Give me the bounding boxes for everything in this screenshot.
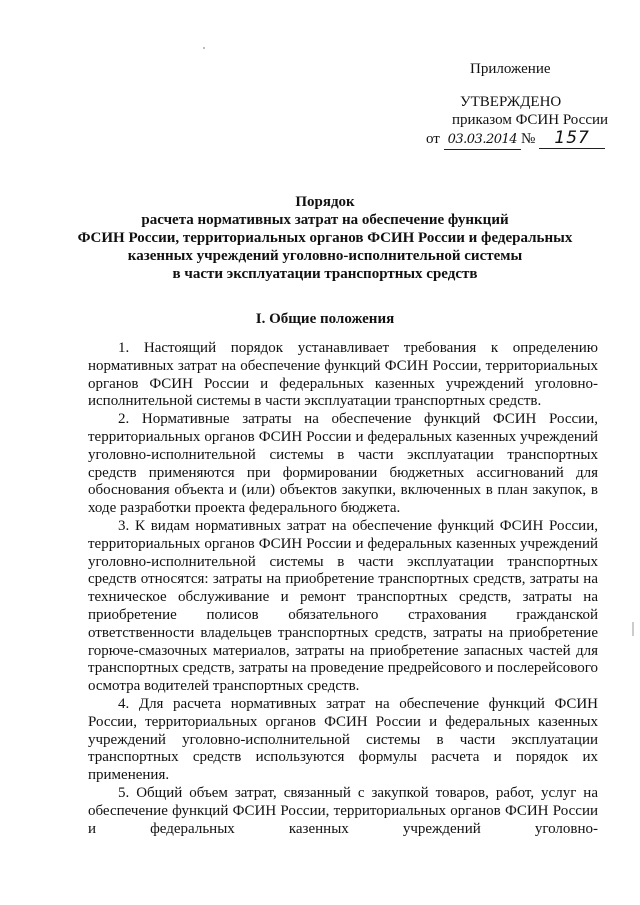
order-number: 157 (554, 128, 590, 148)
paragraph-2: 2. Нормативные затраты на обеспечение функций ФСИН России, территориальных органов ФСИН России и федеральных казенных учреждений уголовно-исполнительной системы в части эксплуатации транспортных средств применяются при формировании бюджетных ассигнований для обоснования объекта и (или) объектов закупки, включенных в план закупок, в ходе разработки проекта федерального бюджета. (88, 411, 598, 517)
document-title (60, 193, 590, 283)
order-number-field (539, 129, 605, 149)
order-number-label: № (521, 131, 536, 147)
title-line: в части эксплуатации транспортных средств (172, 266, 478, 282)
scan-speck (203, 47, 205, 49)
appendix-label: Приложение (470, 61, 551, 77)
title-line: расчета нормативных затрат на обеспечение функций (141, 212, 509, 228)
title-line: Порядок (295, 194, 355, 210)
scan-margin-mark (632, 622, 634, 636)
order-date: 03.03.2014 (444, 131, 521, 150)
section-heading: I. Общие положения (255, 311, 395, 327)
paragraph-5: 5. Общий объем затрат, связанный с закупкой товаров, работ, услуг на обеспечение функций ФСИН России, территориальных органов ФСИН России и федеральных казенных учреждений уголовно- (88, 784, 598, 837)
paragraph-1: 1. Настоящий порядок устанавливает требования к определению нормативных затрат на обеспечение функций ФСИН России, территориальных органов ФСИН России и федеральных казенных учреждений уголовно-исполнительной системы в части эксплуатации транспортных средств. (88, 340, 598, 410)
paragraph-3: 3. К видам нормативных затрат на обеспечение функций ФСИН России, территориальных органов ФСИН России и федеральных казенных учреждений уголовно-исполнительной системы в части эксплуатации транспортных средств относятся: затраты на приобретение транспортных средств, затраты на техническое обслуживание и ремонт транспортных средств, затраты на приобретение полисов обязательного страхования гражданской ответственности владельцев транспортных средств, затраты на приобретение горюче-смазочных материалов, затраты на приобретение запасных частей для транспортных средств, затраты на проведение предрейсового и послерейсового осмотра водителей транспортных средств. (88, 517, 598, 695)
paragraph-4: 4. Для расчета нормативных затрат на обеспечение функций ФСИН России, территориальных органов ФСИН России и федеральных казенных учреждений уголовно-исполнительной системы в части эксплуатации транспортных средств используются формулы расчета и порядок их применения. (88, 695, 598, 784)
approved-label: УТВЕРЖДЕНО (460, 94, 562, 110)
order-date-number-line (426, 129, 605, 150)
title-line: казенных учреждений уголовно-исполнительной системы (127, 248, 523, 264)
order-label: приказом ФСИН России (452, 112, 609, 128)
section-body (88, 340, 598, 838)
title-line: ФСИН России, территориальных органов ФСИН России и федеральных (77, 230, 573, 246)
order-from-label: от (426, 131, 440, 147)
